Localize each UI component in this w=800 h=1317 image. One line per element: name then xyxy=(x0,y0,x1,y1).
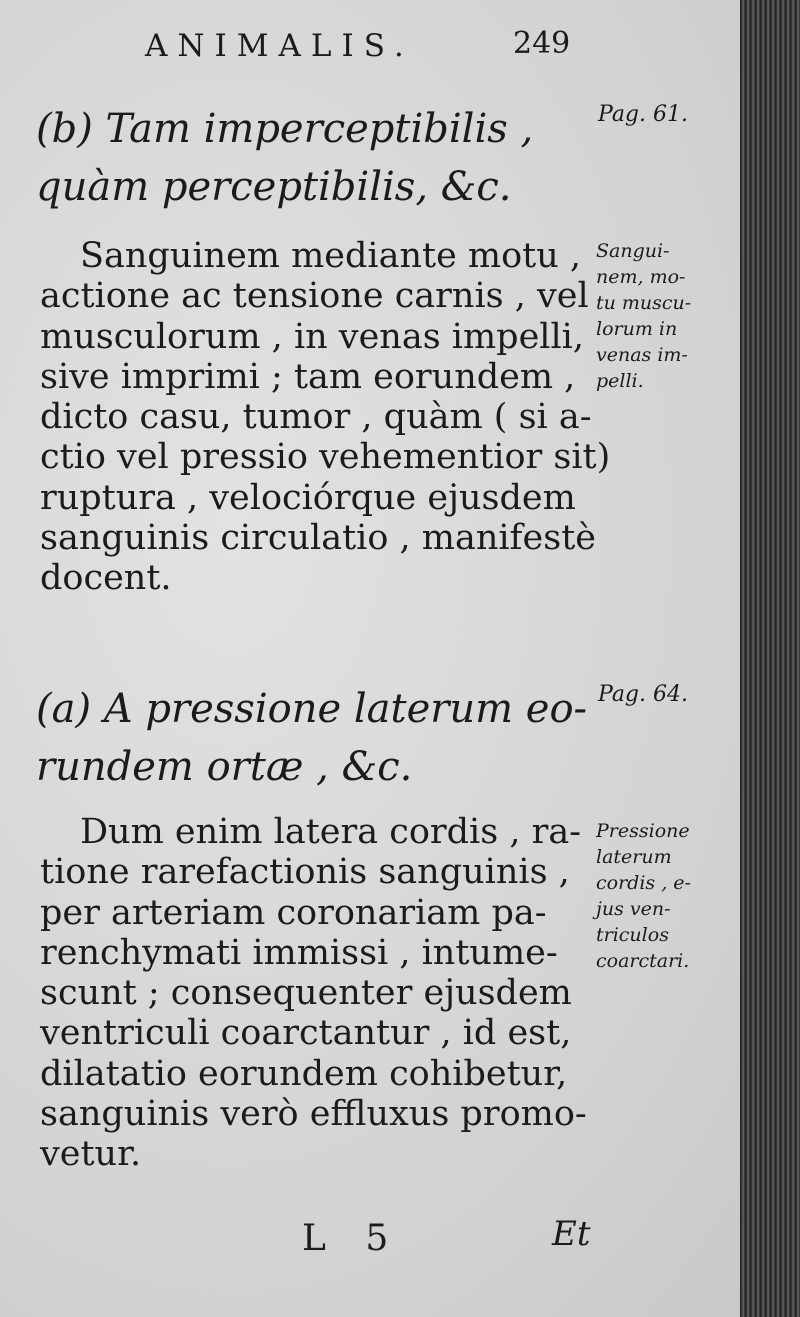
text-line: per arteriam coronariam pa- xyxy=(40,892,547,933)
text-line: ventriculi coarctantur , id est, xyxy=(40,1013,572,1054)
body-paragraph-2 xyxy=(40,812,585,1175)
body-paragraph-1 xyxy=(40,236,611,599)
signature-mark: L 5 xyxy=(302,1218,403,1259)
text-line: vetur. xyxy=(40,1134,142,1175)
text-line: Dum enim latera cordis , ra- xyxy=(80,812,582,852)
book-page-edges xyxy=(740,0,800,1317)
note-line: tu muscu- xyxy=(596,292,692,314)
text-line: sanguinis verò effluxus promo- xyxy=(40,1094,587,1135)
note-line: cordis , e- xyxy=(596,872,691,894)
page-reference-2: Pag. 64. xyxy=(598,682,688,707)
text-line: docent. xyxy=(40,558,172,599)
section-heading-1 xyxy=(36,100,596,216)
note-line: pelli. xyxy=(596,370,644,392)
note-line: laterum xyxy=(596,846,672,868)
text-line: ctio vel pressio vehementior sit) xyxy=(40,437,611,478)
text-line: scunt ; consequenter ejusdem xyxy=(40,973,572,1014)
page-reference-1: Pag. 61. xyxy=(598,102,688,127)
heading-line: (b) Tam imperceptibilis , xyxy=(36,106,534,152)
text-line: sive imprimi ; tam eorundem , xyxy=(40,356,576,397)
note-line: coarctari. xyxy=(596,950,690,972)
heading-line: (a) A pressione laterum eo- xyxy=(36,686,588,732)
note-line: venas im- xyxy=(596,344,688,366)
note-line: jus ven- xyxy=(596,898,671,920)
text-line: musculorum , in venas impelli, xyxy=(40,316,584,357)
text-line: dilatatio eorundem cohibetur, xyxy=(40,1053,568,1094)
note-line: lorum in xyxy=(596,318,678,340)
note-line: Sangui- xyxy=(596,240,670,262)
text-line: actione ac tensione carnis , vel xyxy=(40,276,589,317)
margin-note-2 xyxy=(596,818,716,974)
text-line: dicto casu, tumor , quàm ( si a- xyxy=(40,397,592,438)
note-line: triculos xyxy=(596,924,669,946)
heading-line: rundem ortæ , &c. xyxy=(36,744,413,790)
catchword: Et xyxy=(552,1214,591,1254)
margin-note-1 xyxy=(596,238,716,394)
text-line: sanguinis circulatio , manifestè xyxy=(40,518,596,559)
running-head: ANIMALIS. xyxy=(145,28,414,64)
section-heading-2 xyxy=(36,680,596,796)
text-line: tione rarefactionis sanguinis , xyxy=(40,852,570,893)
page-number: 249 xyxy=(513,26,571,61)
heading-line: quàm perceptibilis, &c. xyxy=(36,164,512,210)
text-line: Sanguinem mediante motu , xyxy=(80,236,582,276)
text-line: renchymati immissi , intume- xyxy=(40,932,558,973)
note-line: Pressione xyxy=(596,820,690,842)
note-line: nem, mo- xyxy=(596,266,686,288)
text-line: ruptura , velociórque ejusdem xyxy=(40,477,576,518)
